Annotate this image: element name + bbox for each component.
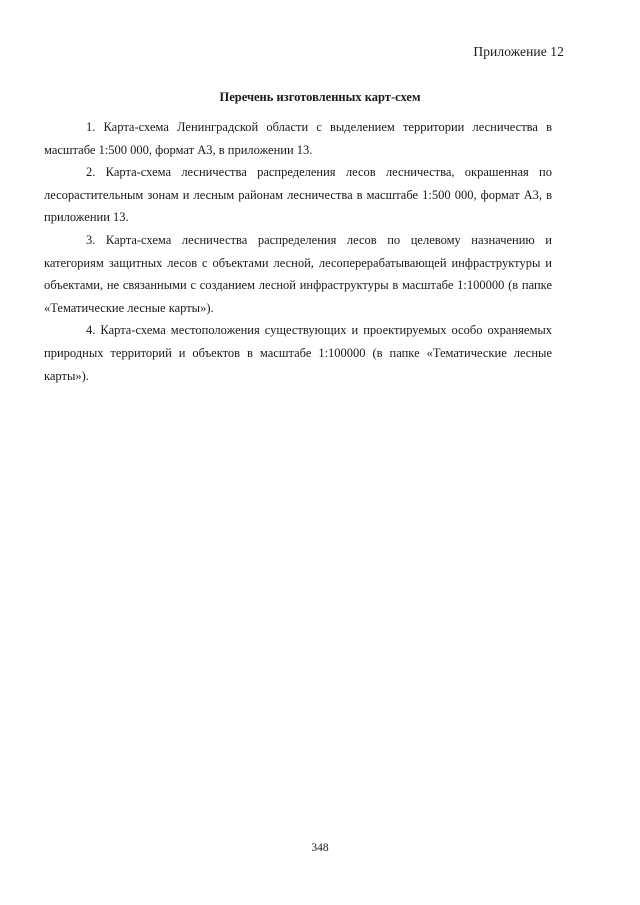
list-item: 3. Карта-схема лесничества распределения лесов по целевому назначению и категориям защитных лесов с объектами лесной, лесоперерабатывающей инфраструктуры и объектами, не связанными с созданием лесной инфраструктуры в масштабе 1:100000 (в папке «Тематические лесные карты»). bbox=[44, 232, 552, 315]
page-number: 348 bbox=[311, 842, 329, 854]
list-item: 4. Карта-схема местоположения существующих и проектируемых особо охраняемых природных территорий и объектов в масштабе 1:100000 (в папке «Тематические лесные карты»). bbox=[44, 323, 552, 383]
appendix-label: Приложение 12 bbox=[473, 44, 564, 59]
list-item: 1. Карта-схема Ленинградской области с выделением территории лесничества в масштабе 1:500 000, формат А3, в приложении 13. bbox=[44, 120, 552, 157]
page-title: Перечень изготовленных карт-схем bbox=[219, 90, 421, 104]
list-item: 2. Карта-схема лесничества распределения лесов лесничества, окрашенная по лесорастительным зонам и лесным районам лесничества в масштабе 1:500 000, формат А3, в приложении 13. bbox=[44, 165, 552, 225]
map-list bbox=[44, 116, 552, 387]
